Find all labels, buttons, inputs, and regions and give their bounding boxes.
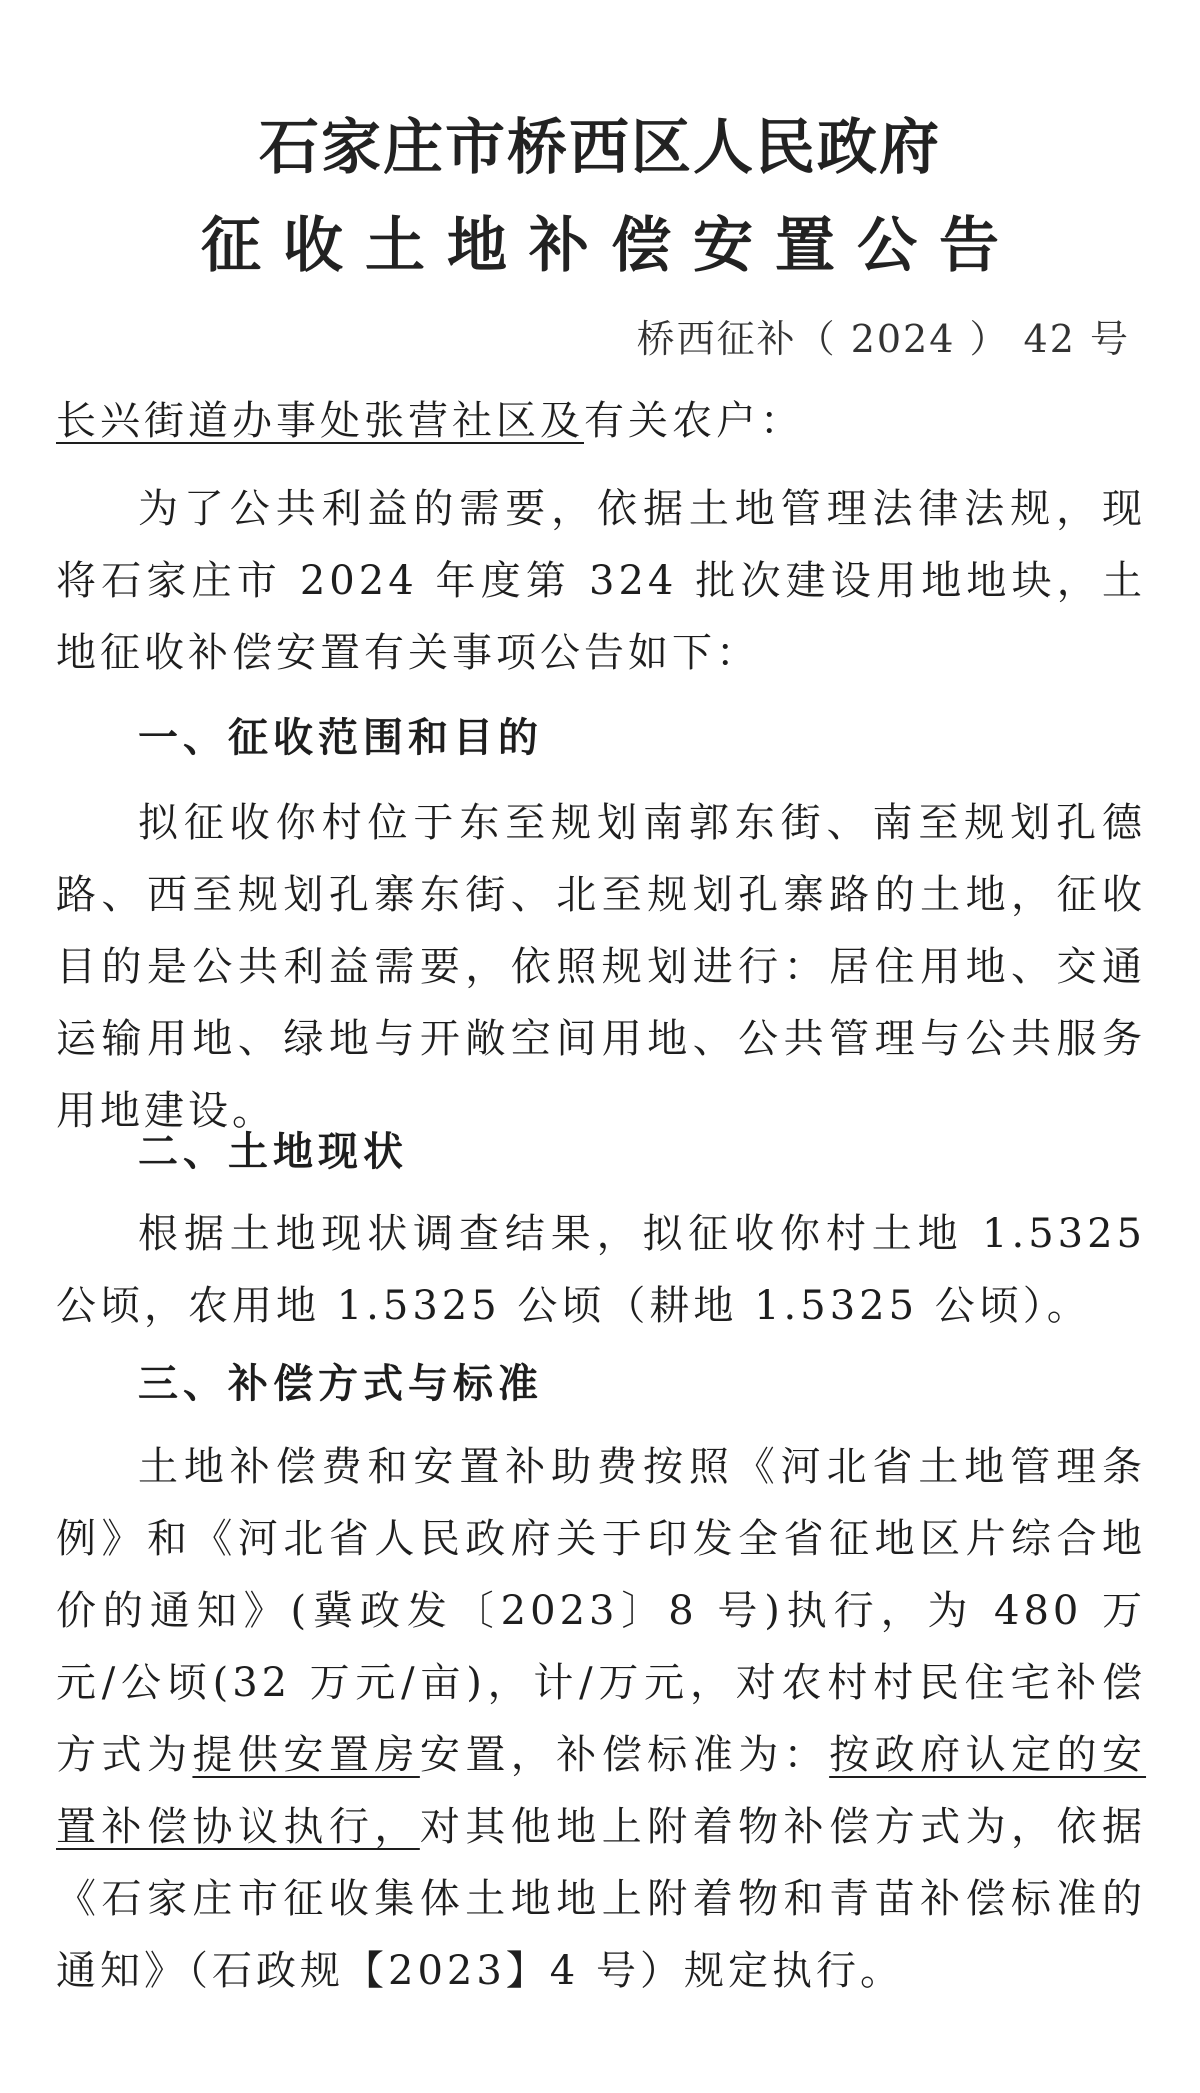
addressee-rest: 有关农户： [584,398,804,444]
section2-paragraph: 根据土地现状调查结果，拟征收你村土地 1.5325 公顷，农用地 1.5325 公顷（耕地 1.5325 公顷）。 [56,1211,1146,1329]
section3-text-3: 对其他地上附着物补偿方式为，依据《石家庄市征收集体土地地上附着物和青苗补偿标准的通知》（石政规【2023】4 号）规定执行。 [56,1804,1147,1994]
section1-paragraph: 拟征收你村位于东至规划南郭东街、南至规划孔德路、西至规划孔寨东街、北至规划孔寨路的土地，征收目的是公共利益需要，依照规划进行：居住用地、交通运输用地、绿地与开敞空间用地、公共管理与公共服务用地建设。 [56,800,1146,1134]
section3-text-2: 安置，补偿标准为： [419,1732,830,1778]
section1-block [56,787,1146,1147]
intro-paragraph: 为了公共利益的需要，依据土地管理法律法规，现将石家庄市 2024 年度第 324 批次建设用地地块，土地征收补偿安置有关事项公告如下： [56,486,1146,676]
issuer-title: 石家庄市桥西区人民政府 [259,113,941,183]
section3-text-1: 土地补偿费和安置补助费按照《河北省土地管理条例》和《河北省人民政府关于印发全省征地区片综合地价的通知》(冀政发〔2023〕8 号)执行，为 480 万元/公顷(32 万元/亩)，计/万元，对农村村民住宅补偿方式为 [56,1444,1146,1778]
section2-block [56,1198,1146,1342]
intro-block [56,473,1146,689]
document-number: 桥西征补（ 2024 ） 42 号 [636,317,1130,361]
section3-underlined-agreement: 按政府认定的安置补偿协议执行， [56,1732,1147,1850]
addressee-underlined: 长兴街道办事处张营社区及 [56,398,584,444]
section1-heading: 一、征收范围和目的 [138,714,543,761]
section3-block [56,1431,1146,2007]
section3-paragraph [56,1431,1146,2007]
section3-heading: 三、补偿方式与标准 [138,1360,543,1407]
section3-underlined-housing: 提供安置房 [192,1732,420,1778]
addressee [56,385,1146,457]
announcement-title: 征收土地补偿安置公告 [201,211,1021,281]
section2-heading: 二、土地现状 [138,1128,408,1175]
